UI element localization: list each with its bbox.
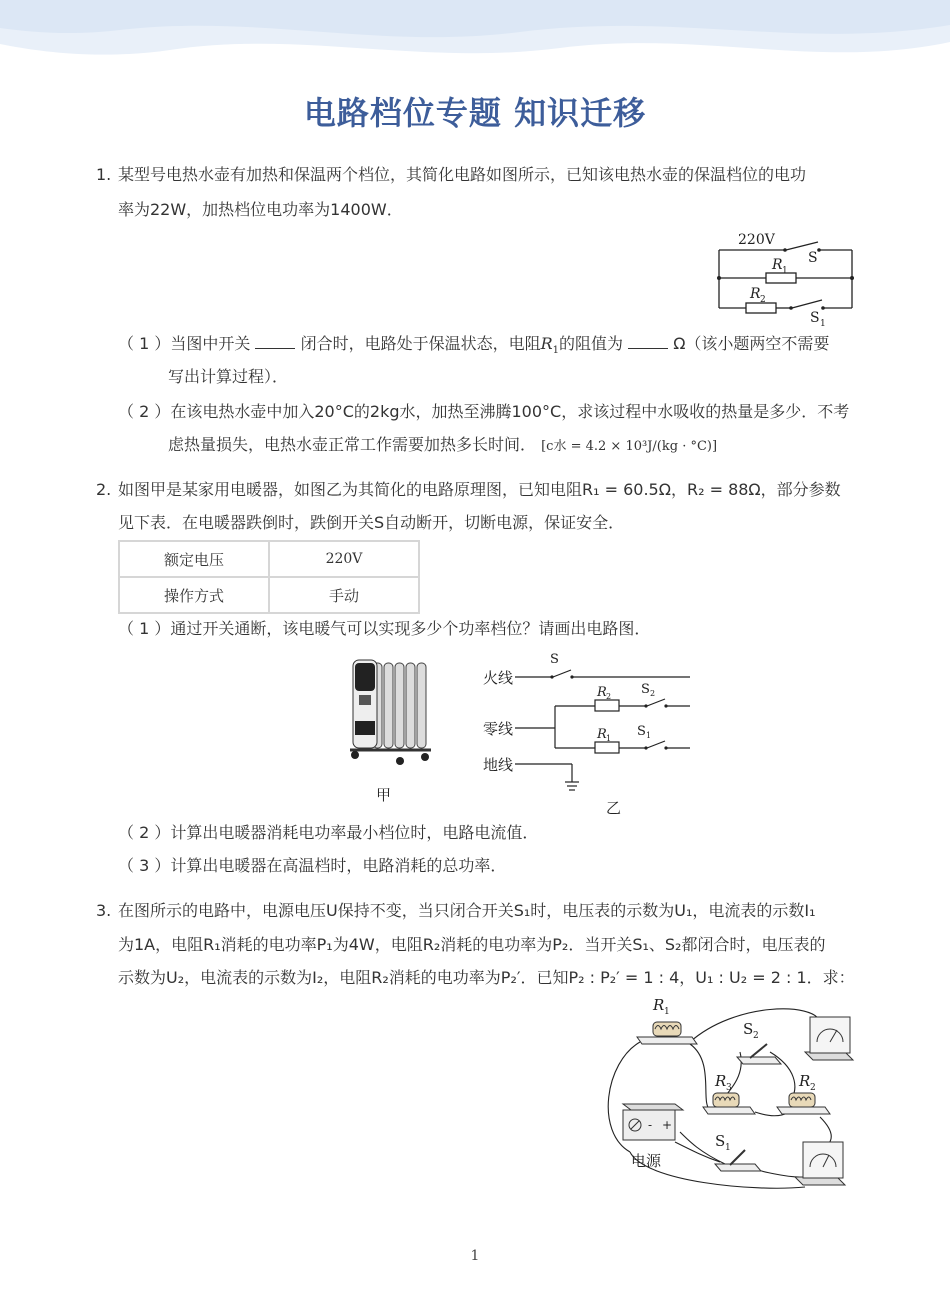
q1-r2-label: R: [750, 286, 761, 302]
svg-text:+: +: [662, 1118, 673, 1132]
q1-part1-blank-switch[interactable]: [255, 334, 295, 349]
q2-text-line2: 见下表．在电暖器跌倒时，跌倒开关S自动断开，切断电源，保证安全．: [118, 513, 625, 532]
q2-part3-text: 计算出电暖器在高温档时，电路消耗的总功率．: [170, 856, 507, 875]
q1-part1-sub: 1: [552, 345, 559, 357]
q3-s1-component: [715, 1164, 761, 1171]
q2-switch-s-label: S: [550, 652, 559, 667]
q2-r2-label: R: [597, 685, 607, 700]
q3-r2-subscript: 2: [810, 1083, 816, 1093]
q3-text-line1: 在图所示的电路中，电源电压U保持不变，当只闭合开关S₁时，电压表的示数为U₁，电流表的示数I₁: [118, 901, 816, 920]
q2-neutral-wire-label: 零线: [483, 720, 514, 738]
q2-number: 2.: [96, 480, 112, 499]
q1-number: 1.: [96, 165, 112, 184]
q3-power-source: [623, 1104, 683, 1140]
table-cell: 220V: [269, 541, 419, 577]
q3-s2-component: [737, 1057, 781, 1064]
q2-r1-subscript: 1: [606, 734, 612, 743]
caption-jia: 甲: [376, 786, 392, 804]
q2-live-wire-label: 火线: [483, 669, 514, 687]
q3-power-source-label: 电源: [631, 1152, 662, 1170]
q3-r2-label: R: [799, 1072, 811, 1090]
q3-s1-subscript: 1: [725, 1143, 731, 1153]
q3-text-line2: 为1A，电阻R₁消耗的电功率P₁为4W，电阻R₂消耗的电功率为P₂．当开关S₁、S₂都闭合时，电压表的: [118, 935, 826, 954]
q1-part1-text-d: Ω（该小题两空不需要: [673, 334, 830, 353]
q3-text-line3: 示数为U₂，电流表的示数为I₂，电阻R₂消耗的电功率为P₂′．已知P₂ : P₂′ = 1 : 4，U₁ : U₂ = 2 : 1．求：: [118, 968, 855, 987]
q2-part1: [118, 619, 650, 639]
q2-ground-wire-label: 地线: [483, 756, 514, 774]
q2-s2-subscript: 2: [650, 689, 656, 698]
q1-part2-label: （ 2 ）: [118, 402, 171, 421]
q2-r1-label: R: [597, 727, 607, 742]
q2-part1-label: （ 1 ）: [118, 619, 171, 638]
q2-s1-label: S: [637, 724, 646, 739]
q3-number: 3.: [96, 901, 112, 920]
q2-part3-label: （ 3 ）: [118, 856, 171, 875]
header-wave-decoration: [0, 0, 950, 80]
q1-part2-text2: 虑热量损失，电热水壶正常工作需要加热多长时间．: [168, 435, 537, 454]
page-number: 1: [470, 1248, 480, 1264]
q3-r2-component: [777, 1093, 830, 1114]
q1-switch-s-label: S: [808, 250, 818, 266]
q3-physical-circuit-diagram: [595, 992, 860, 1200]
q2-r2-subscript: 2: [606, 692, 612, 701]
q3-ammeter: [795, 1142, 845, 1185]
q2-s1-subscript: 1: [646, 731, 652, 740]
heater-illustration: [345, 655, 435, 770]
q1-text-line2: 率为22W，加热档位电功率为1400W．: [118, 200, 403, 219]
q1-part1-text-a: 当图中开关: [170, 334, 251, 353]
q1-part1-var: R: [540, 334, 553, 353]
q2-text-line1: 如图甲是某家用电暖器，如图乙为其简化的电路原理图，已知电阻R₁ = 60.5Ω，R₂ = 88Ω，部分参数: [118, 480, 841, 499]
table-row: [119, 577, 419, 613]
q1-r1-subscript: 1: [782, 266, 788, 276]
q2-circuit-diagram: [515, 648, 695, 800]
q1-r2-subscript: 2: [760, 295, 766, 305]
q1-part1-label: （ 1 ）: [118, 334, 171, 353]
q2-part3: [118, 856, 506, 876]
q2-part2-label: （ 2 ）: [118, 823, 171, 842]
table-cell: 额定电压: [119, 541, 269, 577]
q1-text-line1: 某型号电热水壶有加热和保温两个档位，其简化电路如图所示，已知该电热水壶的保温档位的电功: [118, 165, 807, 184]
page-title: 电路档位专题 知识迁移: [303, 94, 647, 132]
q1-part2-line2: [168, 435, 717, 457]
q2-parameter-table: [118, 540, 420, 614]
q3-r3-subscript: 3: [726, 1083, 732, 1093]
svg-text:-: -: [648, 1118, 653, 1132]
q3-r1-component: [637, 1022, 697, 1044]
q2-part1-text: 通过开关通断，该电暖气可以实现多少个功率档位？请画出电路图．: [170, 619, 651, 638]
q3-voltmeter: [805, 1017, 853, 1060]
q1-voltage-label: 220V: [738, 232, 775, 248]
q3-r1-label: R: [653, 996, 665, 1014]
q1-switch-s1-label: S: [810, 310, 820, 326]
q1-part2-formula: [c水 = 4.2 × 10³J/(kg · °C)]: [541, 439, 718, 454]
q1-part1-blank-resistance[interactable]: [628, 334, 668, 349]
q3-s2-subscript: 2: [753, 1031, 759, 1041]
q3-r3-component: [703, 1093, 755, 1114]
q1-switch-s1-subscript: 1: [820, 319, 826, 329]
q2-part2: [118, 823, 538, 843]
q1-part2-text1: 在该电热水壶中加入20°C的2kg水，加热至沸腾100°C，求该过程中水吸收的热量是多少．不考: [170, 402, 850, 421]
q1-part1-line2: 写出计算过程）．: [168, 367, 289, 386]
q1-r1-label: R: [772, 257, 783, 273]
q3-s1-label: S: [715, 1132, 726, 1150]
caption-yi: 乙: [606, 799, 622, 817]
q3-r3-label: R: [715, 1072, 727, 1090]
q3-r1-subscript: 1: [664, 1007, 670, 1017]
table-cell: 操作方式: [119, 577, 269, 613]
q1-part2-line1: [118, 402, 849, 422]
q1-part1-text-b: 闭合时，电路处于保温状态，电阻: [300, 334, 541, 353]
q2-s2-label: S: [641, 682, 650, 697]
q1-circuit-diagram: [710, 228, 860, 330]
table-row: [119, 541, 419, 577]
q2-part2-text: 计算出电暖器消耗电功率最小档位时，电路电流值．: [170, 823, 539, 842]
q3-s2-label: S: [743, 1020, 754, 1038]
q1-part1-text-c: 的阻值为: [559, 334, 624, 353]
table-cell: 手动: [269, 577, 419, 613]
q1-part1-line1: [118, 334, 829, 361]
